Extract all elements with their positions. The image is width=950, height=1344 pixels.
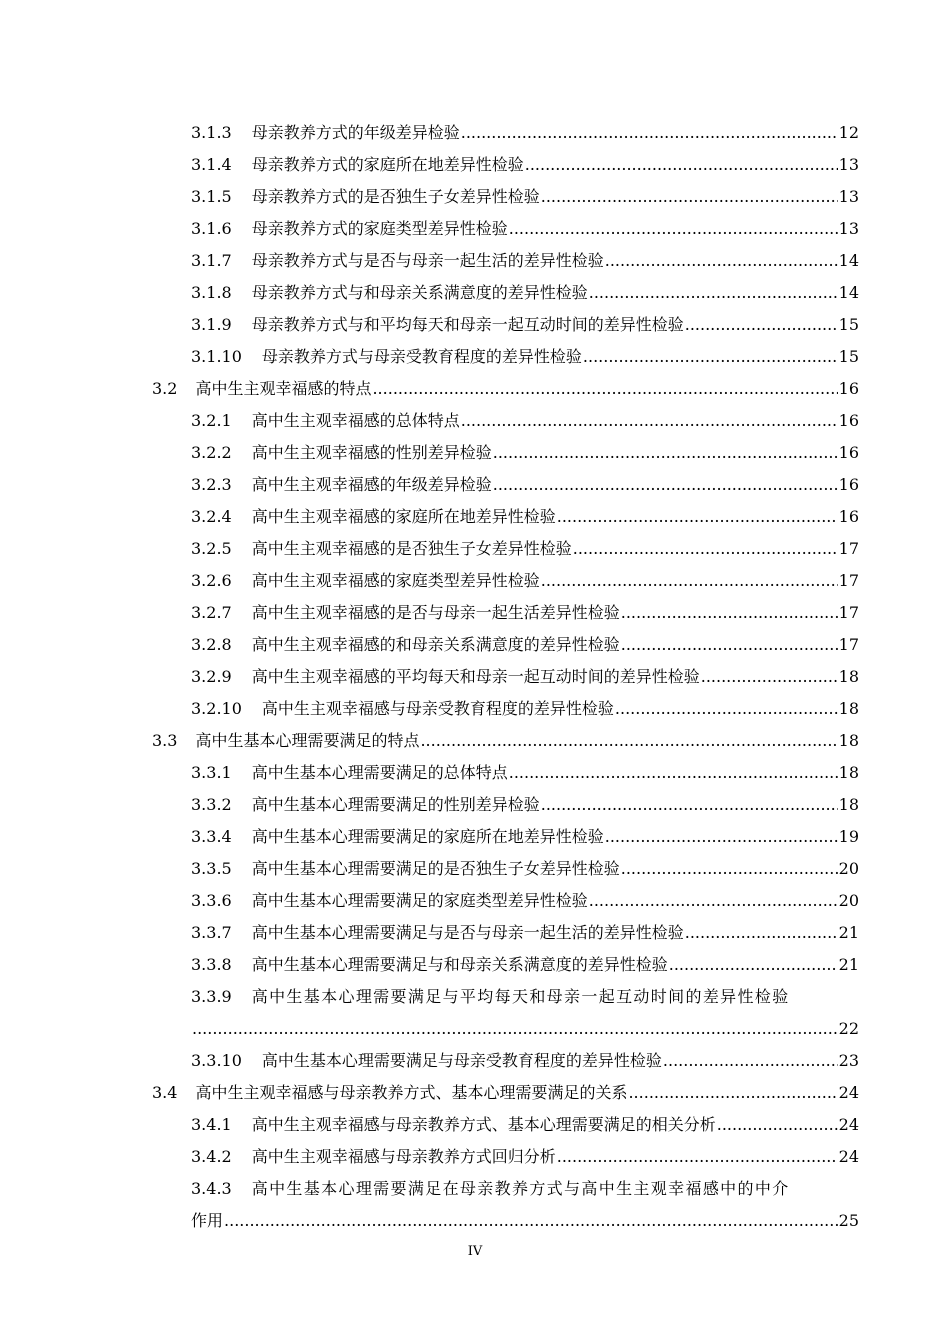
toc-entry[interactable] <box>191 181 859 213</box>
toc-entry-page: 21 <box>838 955 859 974</box>
toc-entry-title: 高中生主观幸福感的是否独生子女差异性检验 <box>251 539 572 558</box>
toc-leader-dots <box>493 437 838 469</box>
toc-entry[interactable] <box>191 501 859 533</box>
toc-entry-page: 13 <box>838 219 859 238</box>
toc-leader-dots <box>685 917 838 949</box>
toc-entry-number: 3.3.9 <box>191 987 232 1006</box>
toc-leader-dots <box>557 501 838 533</box>
toc-entry-number: 3.2.9 <box>191 667 232 686</box>
toc-entry-page: 18 <box>838 731 859 750</box>
toc-leader-dots <box>663 1045 838 1077</box>
toc-entry-title: 高中生主观幸福感的家庭类型差异性检验 <box>251 571 540 590</box>
toc-entry-number: 3.3.2 <box>191 795 232 814</box>
toc-leader-dots <box>509 213 838 245</box>
toc-entry-continuation[interactable] <box>191 1205 859 1237</box>
toc-leader-dots <box>628 1077 837 1109</box>
toc-entry-page: 16 <box>838 379 859 398</box>
toc-leader-dots <box>621 597 838 629</box>
toc-entry-number: 3.4.3 <box>191 1179 232 1198</box>
toc-entry-number: 3.2.7 <box>191 603 232 622</box>
toc-entry-page: 21 <box>838 923 859 942</box>
toc-entry-number: 3.3.8 <box>191 955 232 974</box>
toc-entry[interactable] <box>191 245 859 277</box>
toc-entry[interactable] <box>191 949 859 981</box>
toc-entry[interactable] <box>191 1141 859 1173</box>
toc-entry-title: 高中生主观幸福感与母亲教养方式、基本心理需要满足的关系 <box>195 1083 628 1102</box>
page-number: IV <box>467 1244 483 1259</box>
toc-entry-number: 3.3.6 <box>191 891 232 910</box>
toc-leader-dots <box>541 789 838 821</box>
toc-entry-number: 3.1.5 <box>191 187 232 206</box>
toc-entry-number: 3.2.4 <box>191 507 232 526</box>
toc-entry-title: 母亲教养方式与和平均每天和母亲一起互动时间的差异性检验 <box>251 315 684 334</box>
toc-entry-page: 17 <box>838 571 859 590</box>
toc-leader-dots <box>717 1109 838 1141</box>
toc-entry-page: 18 <box>838 763 859 782</box>
toc-entry-number: 3.2.6 <box>191 571 232 590</box>
toc-entry-title: 高中生主观幸福感的平均每天和母亲一起互动时间的差异性检验 <box>251 667 700 686</box>
toc-entry-title: 母亲教养方式与和母亲关系满意度的差异性检验 <box>251 283 588 302</box>
toc-entry[interactable] <box>191 149 859 181</box>
toc-entry-page: 15 <box>838 347 859 366</box>
toc-entry-page: 20 <box>838 891 859 910</box>
toc-entry-title: 高中生主观幸福感与母亲教养方式、基本心理需要满足的相关分析 <box>251 1115 716 1134</box>
toc-entry-number: 3.1.4 <box>191 155 232 174</box>
toc-entry-page: 16 <box>838 411 859 430</box>
toc-entry-page: 18 <box>838 795 859 814</box>
toc-entry-page: 22 <box>838 1019 859 1038</box>
toc-entry-number: 3.1.7 <box>191 251 232 270</box>
toc-entry-page: 24 <box>838 1083 859 1102</box>
toc-entry[interactable] <box>152 1077 859 1109</box>
toc-entry-title: 高中生基本心理需要满足的家庭所在地差异性检验 <box>251 827 604 846</box>
toc-leader-dots <box>525 149 838 181</box>
toc-entry-page: 16 <box>838 475 859 494</box>
toc-entry-title: 高中生主观幸福感的总体特点 <box>251 411 460 430</box>
toc-entry[interactable] <box>191 821 859 853</box>
toc-entry[interactable] <box>191 565 859 597</box>
toc-leader-dots <box>583 341 838 373</box>
toc-entry[interactable] <box>191 469 859 501</box>
toc-entry-title: 高中生基本心理需要满足与和母亲关系满意度的差异性检验 <box>251 955 668 974</box>
toc-leader-dots <box>493 469 838 501</box>
toc-entry-title: 高中生基本心理需要满足在母亲教养方式与高中生主观幸福感中的中介 <box>251 1179 790 1198</box>
toc-entry[interactable] <box>191 533 859 565</box>
toc-entry-number: 3.4 <box>152 1083 178 1102</box>
toc-entry[interactable] <box>191 1045 859 1077</box>
toc-entry-page: 23 <box>838 1051 859 1070</box>
toc-entry[interactable] <box>191 1173 859 1205</box>
toc-entry-number: 3.1.8 <box>191 283 232 302</box>
toc-entry-page: 18 <box>838 667 859 686</box>
toc-entry-title: 高中生主观幸福感的年级差异检验 <box>251 475 492 494</box>
toc-entry[interactable] <box>191 853 859 885</box>
toc-entry-number: 3.1.3 <box>191 123 232 142</box>
toc-entry-page: 17 <box>838 635 859 654</box>
toc-entry-page: 18 <box>838 699 859 718</box>
toc-entry-number: 3.3.4 <box>191 827 232 846</box>
toc-leader-dots <box>541 181 838 213</box>
toc-entry-title: 高中生主观幸福感的家庭所在地差异性检验 <box>251 507 556 526</box>
toc-leader-dots <box>192 1013 838 1045</box>
toc-entry-page: 16 <box>838 443 859 462</box>
toc-entry-page: 13 <box>838 187 859 206</box>
toc-entry-number: 3.3 <box>152 731 178 750</box>
toc-entry-title: 高中生基本心理需要满足的是否独生子女差异性检验 <box>251 859 620 878</box>
toc-entry[interactable] <box>191 405 859 437</box>
toc-leader-dots <box>669 949 838 981</box>
toc-entry[interactable] <box>191 917 859 949</box>
toc-entry[interactable] <box>191 277 859 309</box>
toc-entry-title: 高中生主观幸福感的是否与母亲一起生活差异性检验 <box>251 603 620 622</box>
toc-entry-title: 母亲教养方式与母亲受教育程度的差异性检验 <box>261 347 582 366</box>
toc-entry-number: 3.3.1 <box>191 763 232 782</box>
toc-entry-title: 高中生主观幸福感的特点 <box>195 379 372 398</box>
toc-entry-page: 14 <box>838 283 859 302</box>
toc-leader-dots <box>605 821 838 853</box>
toc-entry[interactable] <box>191 693 859 725</box>
toc-entry-title: 高中生基本心理需要满足与是否与母亲一起生活的差异性检验 <box>251 923 684 942</box>
toc-entry-number: 3.2 <box>152 379 178 398</box>
toc-leader-dots <box>420 725 837 757</box>
toc-entry[interactable] <box>152 725 859 757</box>
toc-leader-dots <box>224 1205 838 1237</box>
toc-entry-title: 高中生基本心理需要满足的特点 <box>195 731 420 750</box>
toc-entry-title: 高中生主观幸福感的和母亲关系满意度的差异性检验 <box>251 635 620 654</box>
toc-entry-number: 3.3.7 <box>191 923 232 942</box>
toc-entry-page: 16 <box>838 507 859 526</box>
toc-entry[interactable] <box>191 629 859 661</box>
toc-leader-dots <box>685 309 838 341</box>
toc-leader-dots <box>615 693 838 725</box>
toc-entry-title: 母亲教养方式与是否与母亲一起生活的差异性检验 <box>251 251 604 270</box>
toc-entry-title: 高中生基本心理需要满足的性别差异检验 <box>251 795 540 814</box>
toc-entry-page: 13 <box>838 155 859 174</box>
toc-leader-dots <box>589 885 838 917</box>
toc-entry-title: 母亲教养方式的家庭类型差异性检验 <box>251 219 508 238</box>
toc-entry[interactable] <box>191 341 859 373</box>
toc-entry[interactable] <box>191 661 859 693</box>
toc-leader-dots <box>509 757 838 789</box>
toc-entry-page: 24 <box>838 1115 859 1134</box>
toc-entry-page: 14 <box>838 251 859 270</box>
toc-entry-title: 母亲教养方式的是否独生子女差异性检验 <box>251 187 540 206</box>
toc-entry[interactable] <box>152 373 859 405</box>
toc-leader-dots <box>461 405 838 437</box>
toc-entry[interactable] <box>191 309 859 341</box>
toc-entry-number: 3.3.10 <box>191 1051 242 1070</box>
toc-entry-number: 3.2.1 <box>191 411 232 430</box>
toc-leader-dots <box>589 277 838 309</box>
toc-entry[interactable] <box>191 789 859 821</box>
toc-entry-number: 3.2.3 <box>191 475 232 494</box>
toc-entry-page: 25 <box>838 1211 859 1230</box>
toc-entry-number: 3.2.2 <box>191 443 232 462</box>
toc-leader-dots <box>701 661 838 693</box>
toc-entry[interactable] <box>191 1109 859 1141</box>
table-of-contents <box>0 117 950 1237</box>
toc-leader-dots <box>605 245 838 277</box>
toc-entry-title: 高中生主观幸福感与母亲受教育程度的差异性检验 <box>261 699 614 718</box>
toc-entry-number: 3.1.6 <box>191 219 232 238</box>
toc-entry-number: 3.1.10 <box>191 347 242 366</box>
toc-entry-number: 3.2.5 <box>191 539 232 558</box>
toc-entry-title: 高中生主观幸福感的性别差异检验 <box>251 443 492 462</box>
toc-leader-dots <box>541 565 838 597</box>
toc-leader-dots <box>557 1141 838 1173</box>
toc-entry[interactable] <box>191 437 859 469</box>
toc-leader-dots <box>621 629 838 661</box>
toc-entry-title: 高中生基本心理需要满足的家庭类型差异性检验 <box>251 891 588 910</box>
toc-entry-title: 母亲教养方式的家庭所在地差异性检验 <box>251 155 524 174</box>
toc-leader-dots <box>372 373 837 405</box>
toc-entry-title: 高中生基本心理需要满足与母亲受教育程度的差异性检验 <box>261 1051 662 1070</box>
toc-entry-title: 母亲教养方式的年级差异检验 <box>251 123 460 142</box>
toc-entry-title: 高中生基本心理需要满足与平均每天和母亲一起互动时间的差异性检验 <box>251 987 790 1006</box>
toc-entry[interactable] <box>191 981 859 1013</box>
toc-leader-dots <box>461 117 838 149</box>
toc-entry-page: 24 <box>838 1147 859 1166</box>
toc-entry-page: 20 <box>838 859 859 878</box>
toc-entry-continuation[interactable] <box>191 1013 859 1045</box>
toc-entry-page: 17 <box>838 539 859 558</box>
toc-entry[interactable] <box>191 597 859 629</box>
toc-entry-page: 17 <box>838 603 859 622</box>
toc-entry-page: 19 <box>838 827 859 846</box>
toc-entry-number: 3.2.10 <box>191 699 242 718</box>
toc-entry-number: 3.3.5 <box>191 859 232 878</box>
toc-entry-number: 3.4.2 <box>191 1147 232 1166</box>
toc-entry[interactable] <box>191 757 859 789</box>
toc-entry[interactable] <box>191 213 859 245</box>
toc-entry-title: 高中生主观幸福感与母亲教养方式回归分析 <box>251 1147 556 1166</box>
toc-entry[interactable] <box>191 117 859 149</box>
toc-entry-page: 15 <box>838 315 859 334</box>
toc-entry-title-continued: 作用 <box>191 1211 224 1230</box>
toc-leader-dots <box>621 853 838 885</box>
toc-entry-number: 3.1.9 <box>191 315 232 334</box>
toc-entry[interactable] <box>191 885 859 917</box>
toc-entry-title: 高中生基本心理需要满足的总体特点 <box>251 763 508 782</box>
toc-leader-dots <box>573 533 838 565</box>
toc-entry-number: 3.2.8 <box>191 635 232 654</box>
toc-entry-page: 12 <box>838 123 859 142</box>
toc-entry-number: 3.4.1 <box>191 1115 232 1134</box>
